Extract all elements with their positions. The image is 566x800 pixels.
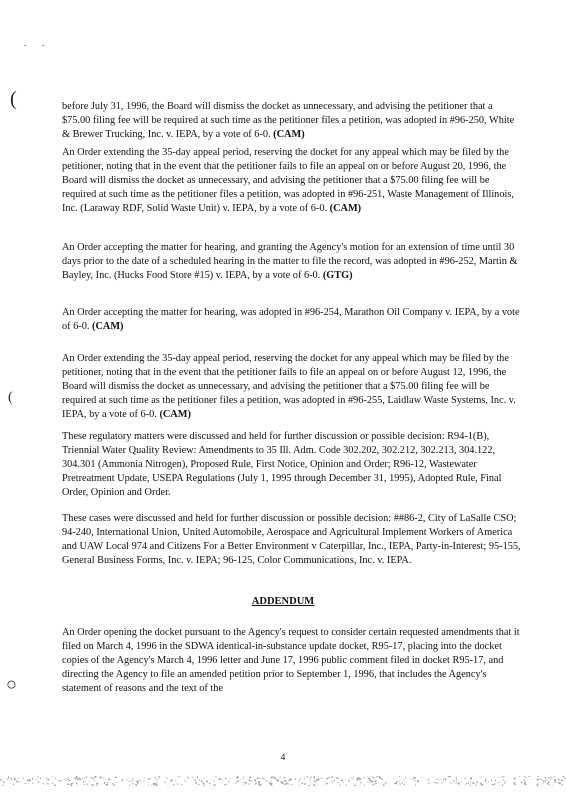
paragraph-7-text: These cases were discussed and held for further discussion or possible decision: ##86-2, City of LaSalle CSO; 94-240, International Union, United Automobile, Aerospace and Agricultural Implement Workers of America and UAW Local 974 and Citizens For a Better Environment v Caterpillar, Inc., IEPA, Party-in-Interest; 95-155, General Business Forms, Inc. v. IEPA; 96-125, Color Communications, Inc. v. IEPA.	[62, 513, 521, 566]
paragraph-2-tag: (CAM)	[329, 203, 362, 214]
paragraph-5-text: An Order extending the 35-day appeal period, reserving the docket for any appeal which may be filed by the petitioner, noting that in the event that the petitioner fails to file an appeal on or before August 12, 1996, the Board will dismiss the docket as unnecessary, and advising the petitioner that a $75.00 filing fee will be required at such time as the petitioner files a petition, was adopted in #96-255, Laidlaw Waste Systems, Inc. v. IEPA, by a vote of 6-0.	[62, 353, 516, 420]
paragraph-5	[62, 352, 522, 422]
paragraph-4	[62, 306, 522, 334]
paragraph-3	[62, 241, 522, 283]
corner-specks: . .	[24, 38, 45, 48]
binder-hole-mark-bottom: ○	[6, 674, 17, 694]
page-number: 4	[280, 752, 286, 762]
binder-hole-mark-top: (	[10, 88, 17, 110]
paragraph-1-tag: (CAM)	[273, 129, 305, 140]
paragraph-8-text: An Order opening the docket pursuant to the Agency's request to consider certain requested amendments that it filed on March 4, 1996 in the SDWA identical-in-substance update docket, R95-17, placing into the docket copies of the Agency's March 4, 1996 letter and June 17, 1996 public comment filed in docket R95-17, and directing the Agency to file an amended petition prior to September 1, 1996, that includes the Agency's statement of reasons and the text of the	[62, 627, 520, 694]
binder-hole-mark-middle: (	[8, 390, 13, 405]
paragraph-7	[62, 512, 522, 568]
paragraph-2	[62, 146, 522, 216]
paragraph-3-text: An Order accepting the matter for hearing, and granting the Agency's motion for an extension of time until 30 days prior to the date of a scheduled hearing in the matter to file the record, was adopted in #96-252, Martin & Bayley, Inc. (Hucks Food Store #15) v. IEPA, by a vote of 6-0.	[62, 242, 518, 281]
paragraph-2-text: An Order extending the 35-day appeal period, reserving the docket for any appeal which may be filed by the petitioner, noting that in the event that the petitioner fails to file an appeal on or before August 20, 1996, the Board will dismiss the docket as unnecessary, and advising the petitioner that a $75.00 filing fee will be required at such time as the petitioner files a petition, was adopted in #96-251, Waste Management of Illinois, Inc. (Laraway RDF, Solid Waste Unit) v. IEPA, by a vote of 6-0.	[62, 147, 514, 214]
addendum-heading: ADDENDUM	[251, 596, 315, 607]
paragraph-4-tag: (CAM)	[92, 321, 124, 332]
paragraph-8	[62, 626, 522, 696]
paragraph-1	[62, 100, 522, 142]
paragraph-6	[62, 430, 522, 500]
paragraph-6-text: These regulatory matters were discussed and held for further discussion or possible decision: R94-1(B), Triennial Water Quality Review: Amendments to 35 Ill. Adm. Code 302.202, 302.212, 302.213, 304.122, 304.301 (Ammonia Nitrogen), Proposed Rule, First Notice, Opinion and Order; R96-12, Wastewater Pretreatment Update, USEPA Regulations (July 1, 1995 through December 31, 1995), Adopted Rule, Final Order, Opinion and Order.	[62, 431, 502, 498]
paragraph-4-text: An Order accepting the matter for hearing, was adopted in #96-254, Marathon Oil Company v. IEPA, by a vote of 6-0.	[62, 307, 520, 332]
paragraph-1-text: before July 31, 1996, the Board will dismiss the docket as unnecessary, and advising the petitioner that a $75.00 filing fee will be required at such time as the petitioner files a petition, was adopted in #96-250, White & Brewer Trucking, Inc. v. IEPA, by a vote of 6-0.	[62, 101, 515, 140]
scan-noise-strip	[0, 776, 566, 786]
paragraph-5-tag: (CAM)	[159, 409, 191, 420]
paragraph-3-tag: (GTG)	[322, 270, 353, 281]
